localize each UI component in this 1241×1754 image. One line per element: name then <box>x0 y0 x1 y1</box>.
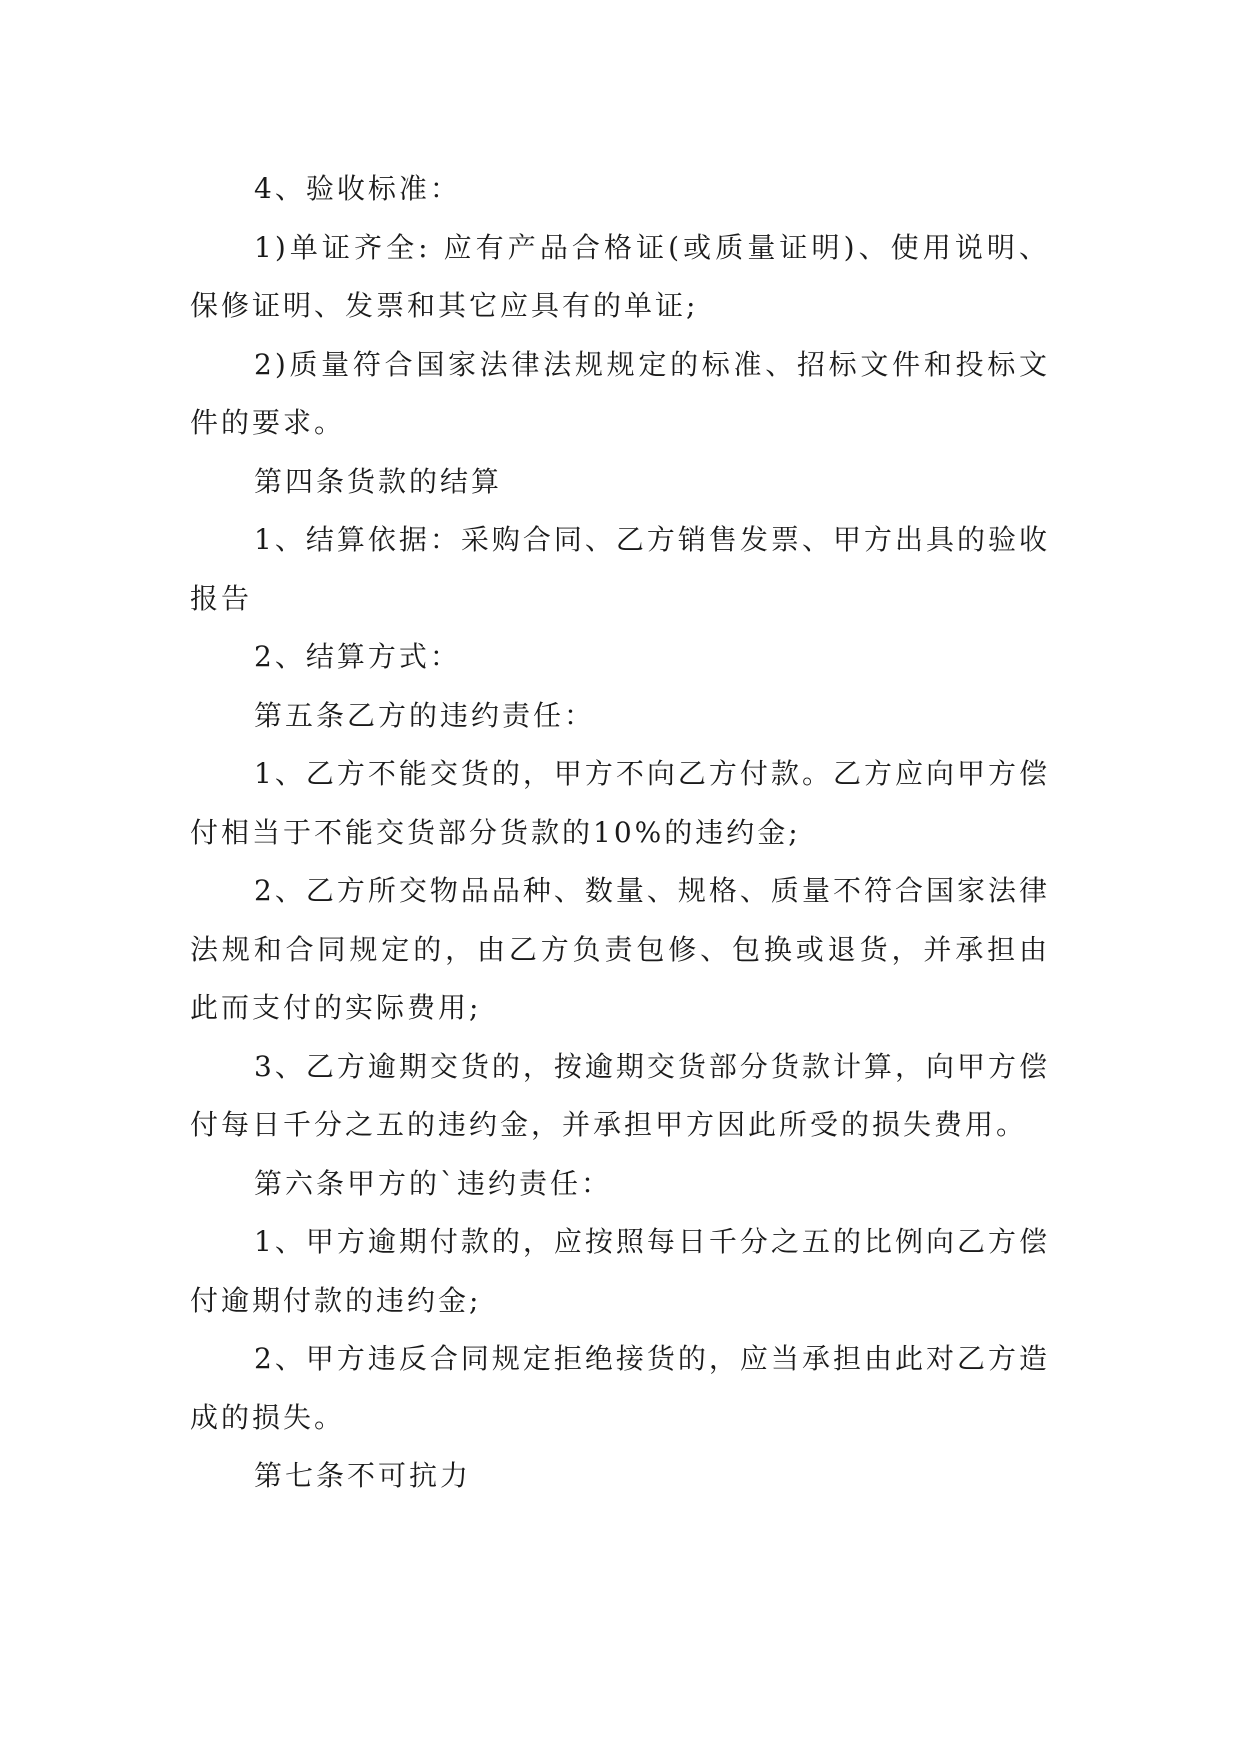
heading-article-5: 第五条乙方的违约责任： <box>254 698 596 732</box>
document-body <box>190 160 1050 1506</box>
paragraph-party-a-refusal: 2、甲方违反合同规定拒绝接货的，应当承担由此对乙方造成的损失。 <box>190 1342 1050 1434</box>
heading-article-4: 第四条货款的结算 <box>254 464 503 498</box>
paragraph-settlement-basis: 1、结算依据：采购合同、乙方销售发票、甲方出具的验收报告 <box>190 523 1050 615</box>
paragraph-documents-complete: 1)单证齐全: 应有产品合格证(或质量证明)、使用说明、保修证明、发票和其它应具有的单证; <box>190 230 1050 322</box>
paragraph-party-b-nonconforming: 2、乙方所交物品品种、数量、规格、质量不符合国家法律法规和合同规定的，由乙方负责包修、包换或退货，并承担由此而支付的实际费用; <box>190 874 1050 1024</box>
paragraph-acceptance-standard: 4、验收标准： <box>254 172 461 205</box>
paragraph-quality-compliance: 2)质量符合国家法律法规规定的标准、招标文件和投标文件的要求。 <box>190 347 1050 439</box>
heading-article-7: 第七条不可抗力 <box>254 1459 472 1492</box>
paragraph-settlement-method: 2、结算方式： <box>254 640 461 673</box>
heading-article-6: 第六条甲方的`违约责任： <box>254 1166 613 1200</box>
paragraph-party-b-no-delivery: 1、乙方不能交货的，甲方不向乙方付款。乙方应向甲方偿付相当于不能交货部分货款的10%的违约金; <box>190 757 1050 849</box>
paragraph-party-b-late-delivery: 3、乙方逾期交货的，按逾期交货部分货款计算，向甲方偿付每日千分之五的违约金，并承担甲方因此所受的损失费用。 <box>190 1049 1050 1141</box>
paragraph-party-a-late-payment: 1、甲方逾期付款的，应按照每日千分之五的比例向乙方偿付逾期付款的违约金; <box>190 1225 1050 1317</box>
